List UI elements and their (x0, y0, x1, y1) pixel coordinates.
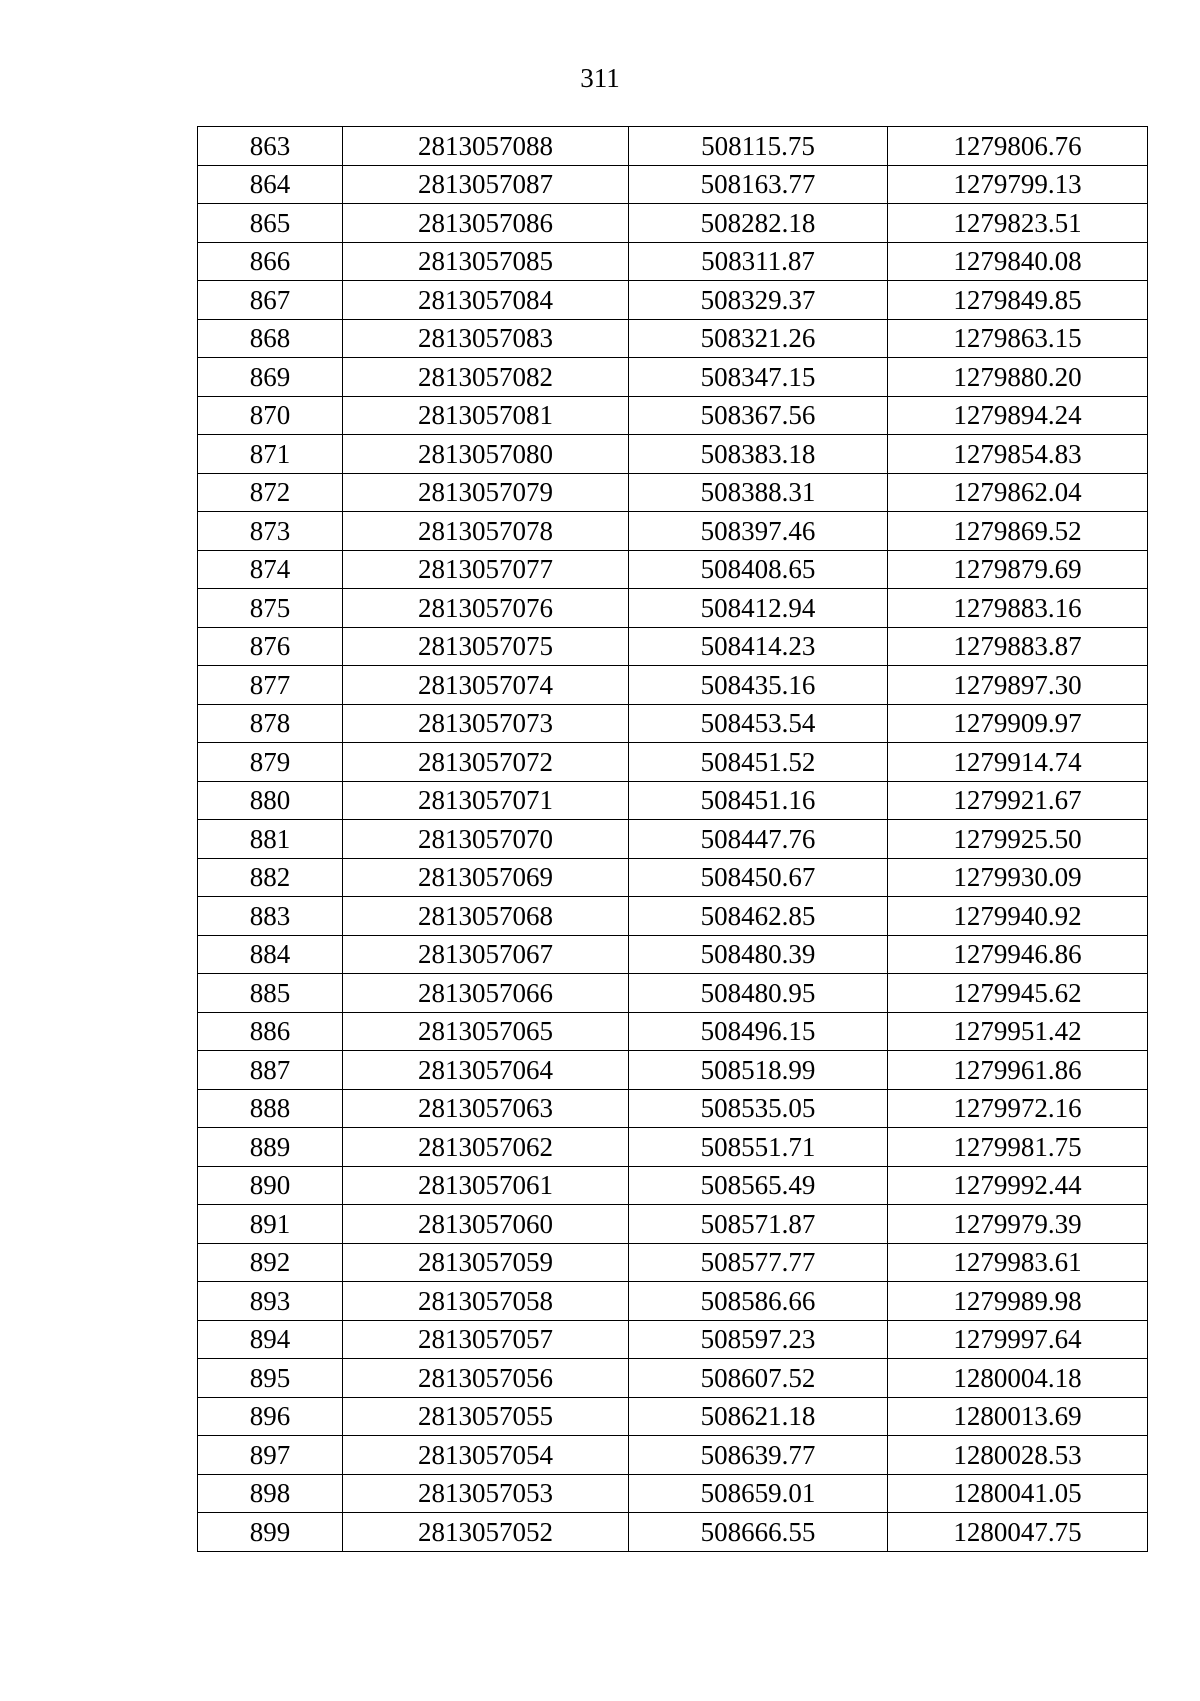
id-cell: 2813057057 (343, 1320, 629, 1359)
row-number-cell: 878 (198, 704, 343, 743)
x-coordinate-cell: 508496.15 (629, 1012, 888, 1051)
x-coordinate-cell: 508397.46 (629, 512, 888, 551)
table-row (198, 1051, 1148, 1090)
table-row (198, 589, 1148, 628)
y-coordinate-cell: 1279945.62 (888, 974, 1148, 1013)
table-body (198, 127, 1148, 1552)
table-row (198, 435, 1148, 474)
y-coordinate-cell: 1279862.04 (888, 473, 1148, 512)
table-row (198, 319, 1148, 358)
x-coordinate-cell: 508551.71 (629, 1128, 888, 1167)
table-row (198, 281, 1148, 320)
table-row (198, 935, 1148, 974)
id-cell: 2813057087 (343, 165, 629, 204)
table-row (198, 704, 1148, 743)
id-cell: 2813057076 (343, 589, 629, 628)
y-coordinate-cell: 1279869.52 (888, 512, 1148, 551)
row-number-cell: 894 (198, 1320, 343, 1359)
page-number: 311 (580, 63, 620, 93)
y-coordinate-cell: 1279951.42 (888, 1012, 1148, 1051)
y-coordinate-cell: 1279992.44 (888, 1166, 1148, 1205)
table-row (198, 1397, 1148, 1436)
x-coordinate-cell: 508480.39 (629, 935, 888, 974)
x-coordinate-cell: 508621.18 (629, 1397, 888, 1436)
id-cell: 2813057086 (343, 204, 629, 243)
row-number-cell: 896 (198, 1397, 343, 1436)
row-number-cell: 872 (198, 473, 343, 512)
table-row (198, 127, 1148, 166)
row-number-cell: 867 (198, 281, 343, 320)
id-cell: 2813057082 (343, 358, 629, 397)
x-coordinate-cell: 508571.87 (629, 1205, 888, 1244)
table-row (198, 396, 1148, 435)
table-row (198, 1474, 1148, 1513)
y-coordinate-cell: 1280028.53 (888, 1436, 1148, 1475)
x-coordinate-cell: 508450.67 (629, 858, 888, 897)
coordinates-table (197, 126, 1148, 1552)
row-number-cell: 881 (198, 820, 343, 859)
row-number-cell: 898 (198, 1474, 343, 1513)
row-number-cell: 885 (198, 974, 343, 1013)
x-coordinate-cell: 508347.15 (629, 358, 888, 397)
x-coordinate-cell: 508329.37 (629, 281, 888, 320)
row-number-cell: 886 (198, 1012, 343, 1051)
row-number-cell: 895 (198, 1359, 343, 1398)
id-cell: 2813057062 (343, 1128, 629, 1167)
row-number-cell: 884 (198, 935, 343, 974)
id-cell: 2813057056 (343, 1359, 629, 1398)
x-coordinate-cell: 508408.65 (629, 550, 888, 589)
row-number-cell: 870 (198, 396, 343, 435)
x-coordinate-cell: 508311.87 (629, 242, 888, 281)
x-coordinate-cell: 508412.94 (629, 589, 888, 628)
table-row (198, 1282, 1148, 1321)
y-coordinate-cell: 1279823.51 (888, 204, 1148, 243)
x-coordinate-cell: 508462.85 (629, 897, 888, 936)
y-coordinate-cell: 1279997.64 (888, 1320, 1148, 1359)
row-number-cell: 891 (198, 1205, 343, 1244)
y-coordinate-cell: 1279946.86 (888, 935, 1148, 974)
row-number-cell: 864 (198, 165, 343, 204)
row-number-cell: 863 (198, 127, 343, 166)
id-cell: 2813057085 (343, 242, 629, 281)
row-number-cell: 882 (198, 858, 343, 897)
x-coordinate-cell: 508451.16 (629, 781, 888, 820)
table-row (198, 1243, 1148, 1282)
id-cell: 2813057083 (343, 319, 629, 358)
y-coordinate-cell: 1280013.69 (888, 1397, 1148, 1436)
id-cell: 2813057079 (343, 473, 629, 512)
id-cell: 2813057075 (343, 627, 629, 666)
x-coordinate-cell: 508518.99 (629, 1051, 888, 1090)
y-coordinate-cell: 1279894.24 (888, 396, 1148, 435)
y-coordinate-cell: 1279883.87 (888, 627, 1148, 666)
table-row (198, 473, 1148, 512)
x-coordinate-cell: 508435.16 (629, 666, 888, 705)
id-cell: 2813057078 (343, 512, 629, 551)
table-row (198, 1436, 1148, 1475)
table-row (198, 165, 1148, 204)
row-number-cell: 875 (198, 589, 343, 628)
y-coordinate-cell: 1280004.18 (888, 1359, 1148, 1398)
id-cell: 2813057061 (343, 1166, 629, 1205)
x-coordinate-cell: 508447.76 (629, 820, 888, 859)
table-row (198, 550, 1148, 589)
row-number-cell: 868 (198, 319, 343, 358)
id-cell: 2813057068 (343, 897, 629, 936)
x-coordinate-cell: 508383.18 (629, 435, 888, 474)
y-coordinate-cell: 1279880.20 (888, 358, 1148, 397)
table-row (198, 1205, 1148, 1244)
x-coordinate-cell: 508586.66 (629, 1282, 888, 1321)
y-coordinate-cell: 1279940.92 (888, 897, 1148, 936)
y-coordinate-cell: 1279883.16 (888, 589, 1148, 628)
y-coordinate-cell: 1280047.75 (888, 1513, 1148, 1552)
table-row (198, 627, 1148, 666)
row-number-cell: 893 (198, 1282, 343, 1321)
y-coordinate-cell: 1279925.50 (888, 820, 1148, 859)
x-coordinate-cell: 508666.55 (629, 1513, 888, 1552)
y-coordinate-cell: 1279921.67 (888, 781, 1148, 820)
id-cell: 2813057067 (343, 935, 629, 974)
id-cell: 2813057070 (343, 820, 629, 859)
y-coordinate-cell: 1279909.97 (888, 704, 1148, 743)
y-coordinate-cell: 1279806.76 (888, 127, 1148, 166)
x-coordinate-cell: 508639.77 (629, 1436, 888, 1475)
id-cell: 2813057077 (343, 550, 629, 589)
id-cell: 2813057064 (343, 1051, 629, 1090)
y-coordinate-cell: 1279961.86 (888, 1051, 1148, 1090)
x-coordinate-cell: 508388.31 (629, 473, 888, 512)
table-row (198, 1089, 1148, 1128)
y-coordinate-cell: 1279979.39 (888, 1205, 1148, 1244)
x-coordinate-cell: 508451.52 (629, 743, 888, 782)
x-coordinate-cell: 508453.54 (629, 704, 888, 743)
table-row (198, 897, 1148, 936)
y-coordinate-cell: 1279799.13 (888, 165, 1148, 204)
table-row (198, 1012, 1148, 1051)
x-coordinate-cell: 508577.77 (629, 1243, 888, 1282)
x-coordinate-cell: 508163.77 (629, 165, 888, 204)
row-number-cell: 892 (198, 1243, 343, 1282)
table-row (198, 1128, 1148, 1167)
x-coordinate-cell: 508321.26 (629, 319, 888, 358)
x-coordinate-cell: 508115.75 (629, 127, 888, 166)
table-row (198, 1513, 1148, 1552)
id-cell: 2813057059 (343, 1243, 629, 1282)
y-coordinate-cell: 1279863.15 (888, 319, 1148, 358)
y-coordinate-cell: 1279879.69 (888, 550, 1148, 589)
row-number-cell: 888 (198, 1089, 343, 1128)
y-coordinate-cell: 1279983.61 (888, 1243, 1148, 1282)
row-number-cell: 890 (198, 1166, 343, 1205)
y-coordinate-cell: 1279840.08 (888, 242, 1148, 281)
id-cell: 2813057069 (343, 858, 629, 897)
id-cell: 2813057073 (343, 704, 629, 743)
x-coordinate-cell: 508367.56 (629, 396, 888, 435)
y-coordinate-cell: 1279981.75 (888, 1128, 1148, 1167)
table-row (198, 1320, 1148, 1359)
x-coordinate-cell: 508535.05 (629, 1089, 888, 1128)
row-number-cell: 873 (198, 512, 343, 551)
table-row (198, 1359, 1148, 1398)
id-cell: 2813057071 (343, 781, 629, 820)
row-number-cell: 879 (198, 743, 343, 782)
id-cell: 2813057055 (343, 1397, 629, 1436)
row-number-cell: 874 (198, 550, 343, 589)
x-coordinate-cell: 508597.23 (629, 1320, 888, 1359)
id-cell: 2813057080 (343, 435, 629, 474)
row-number-cell: 883 (198, 897, 343, 936)
row-number-cell: 887 (198, 1051, 343, 1090)
id-cell: 2813057084 (343, 281, 629, 320)
id-cell: 2813057060 (343, 1205, 629, 1244)
row-number-cell: 871 (198, 435, 343, 474)
x-coordinate-cell: 508480.95 (629, 974, 888, 1013)
id-cell: 2813057054 (343, 1436, 629, 1475)
id-cell: 2813057081 (343, 396, 629, 435)
table-row (198, 204, 1148, 243)
table-row (198, 666, 1148, 705)
id-cell: 2813057072 (343, 743, 629, 782)
id-cell: 2813057063 (343, 1089, 629, 1128)
y-coordinate-cell: 1279972.16 (888, 1089, 1148, 1128)
id-cell: 2813057053 (343, 1474, 629, 1513)
table-row (198, 743, 1148, 782)
row-number-cell: 876 (198, 627, 343, 666)
id-cell: 2813057066 (343, 974, 629, 1013)
table-row (198, 1166, 1148, 1205)
row-number-cell: 877 (198, 666, 343, 705)
row-number-cell: 889 (198, 1128, 343, 1167)
row-number-cell: 866 (198, 242, 343, 281)
x-coordinate-cell: 508607.52 (629, 1359, 888, 1398)
x-coordinate-cell: 508282.18 (629, 204, 888, 243)
table-row (198, 974, 1148, 1013)
id-cell: 2813057058 (343, 1282, 629, 1321)
y-coordinate-cell: 1279914.74 (888, 743, 1148, 782)
y-coordinate-cell: 1279989.98 (888, 1282, 1148, 1321)
table-row (198, 358, 1148, 397)
row-number-cell: 865 (198, 204, 343, 243)
row-number-cell: 897 (198, 1436, 343, 1475)
x-coordinate-cell: 508565.49 (629, 1166, 888, 1205)
id-cell: 2813057088 (343, 127, 629, 166)
y-coordinate-cell: 1279930.09 (888, 858, 1148, 897)
row-number-cell: 869 (198, 358, 343, 397)
row-number-cell: 880 (198, 781, 343, 820)
table-row (198, 512, 1148, 551)
x-coordinate-cell: 508414.23 (629, 627, 888, 666)
id-cell: 2813057074 (343, 666, 629, 705)
table-row (198, 820, 1148, 859)
y-coordinate-cell: 1279854.83 (888, 435, 1148, 474)
y-coordinate-cell: 1279849.85 (888, 281, 1148, 320)
y-coordinate-cell: 1280041.05 (888, 1474, 1148, 1513)
y-coordinate-cell: 1279897.30 (888, 666, 1148, 705)
id-cell: 2813057052 (343, 1513, 629, 1552)
table-row (198, 781, 1148, 820)
x-coordinate-cell: 508659.01 (629, 1474, 888, 1513)
row-number-cell: 899 (198, 1513, 343, 1552)
table-row (198, 858, 1148, 897)
id-cell: 2813057065 (343, 1012, 629, 1051)
table-row (198, 242, 1148, 281)
